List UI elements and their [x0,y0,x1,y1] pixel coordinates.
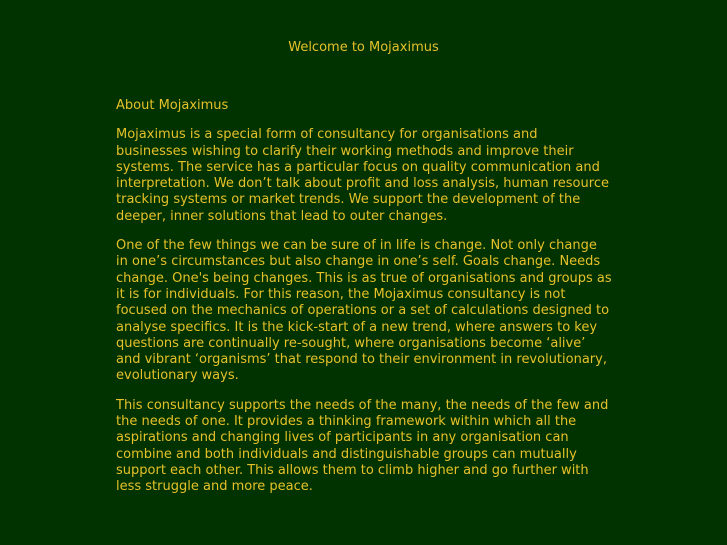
about-section [116,98,612,509]
page-title: Welcome to Mojaximus [288,40,439,55]
paragraph-intro: Mojaximus is a special form of consultancy for organisations and businesses wishing to clarify their working methods and improve their systems. The service has a particular focus on quality communication and interpretation. We don’t talk about profit and loss analysis, human resource tracking systems or market trends. We support the development of the deeper, inner solutions that lead to outer changes. [116,127,609,224]
paragraph-change: One of the few things we can be sure of in life is change. Not only change in one’s circumstances but also change in one’s self. Goals change. Needs change. One's being changes. This is as true of organisations and groups as it is for individuals. For this reason, the Mojaximus consultancy is not focused on the mechanics of operations or a set of calculations designed to analyse specifics. It is the kick-start of a new trend, where answers to key questions are continually re-sought, where organisations become ‘alive’ and vibrant ‘organisms’ that respond to their environment in revolutionary, evolutionary ways. [116,238,612,384]
paragraph-needs: This consultancy supports the needs of the many, the needs of the few and the needs of one. It provides a thinking framework within which all the aspirations and changing lives of participants in any organisation can combine and both individuals and distinguishable groups can mutually support each other. This allows them to climb higher and go further with less struggle and more peace. [116,397,609,495]
section-heading: About Mojaximus [116,98,229,113]
